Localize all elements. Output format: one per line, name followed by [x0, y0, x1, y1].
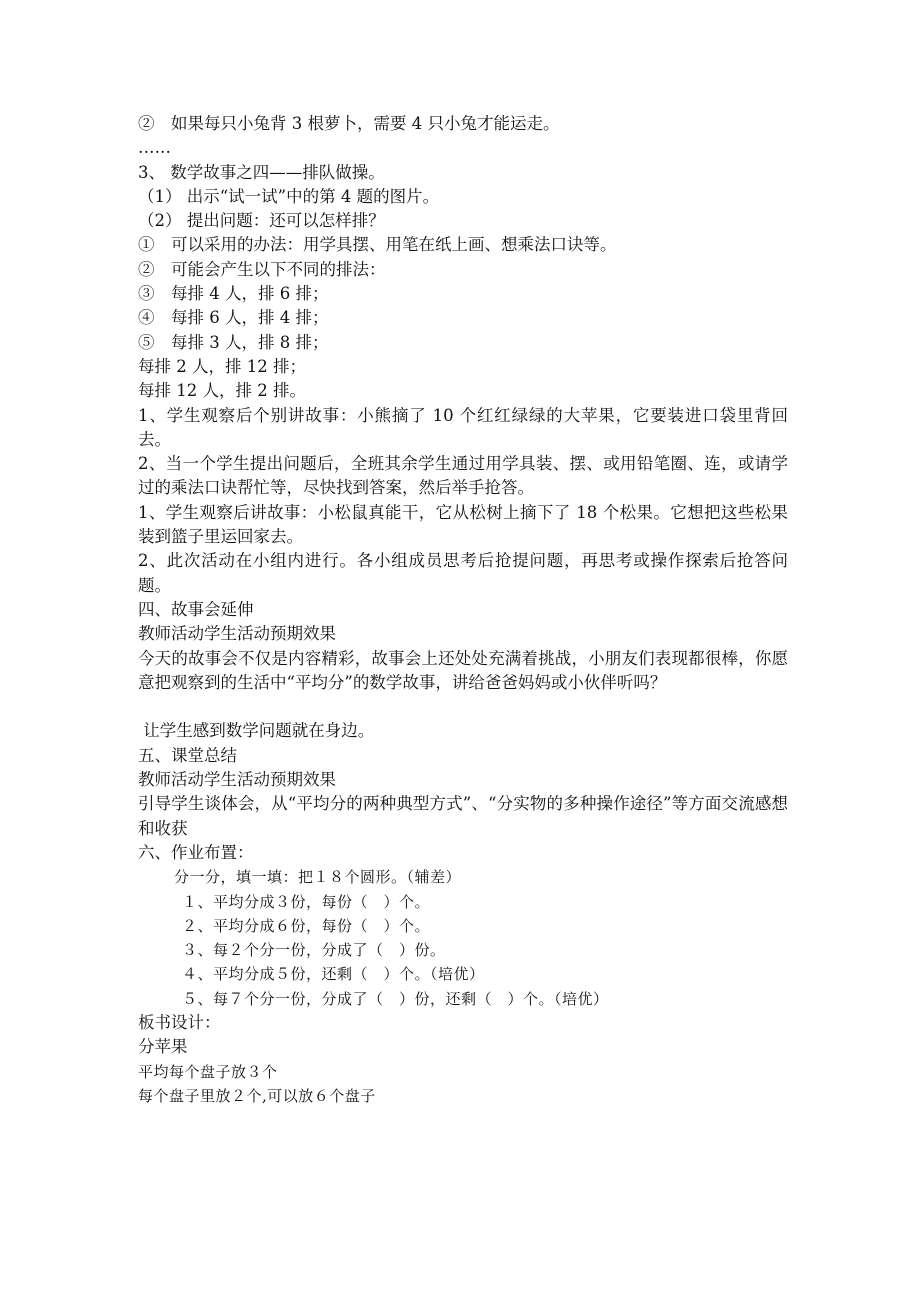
- homework-intro: 分一分，填一填：把１８个圆形。（辅差）: [174, 868, 462, 887]
- document-body: [138, 112, 788, 1108]
- table-header-summary: 教师活动学生活动预期效果: [138, 770, 336, 790]
- board-title: 分苹果: [138, 1037, 188, 1057]
- paragraph-bear-story: 1、学生观察后个别讲故事：小熊摘了 10 个红红绿绿的大苹果，它要装进口袋里背回去。: [138, 405, 788, 449]
- heading-board-design: 板书设计：: [138, 1012, 221, 1032]
- heading-story-extension: 四、故事会延伸: [138, 599, 254, 619]
- table-header-extension: 教师活动学生活动预期效果: [138, 624, 336, 644]
- section-story-four: 3、 数学故事之四——排队做操。: [138, 162, 385, 182]
- homework-item-3: ３、每２个分一份，分成了（ ）份。: [182, 941, 446, 960]
- arrangement-3x8: ⑤ 每排 3 人，排 8 排；: [138, 332, 329, 352]
- line-rabbit-carrots: ② 如果每只小兔背 3 根萝卜，需要 4 只小兔才能运走。: [138, 114, 560, 133]
- arrangement-12x2: 每排 12 人，排 2 排。: [138, 381, 306, 401]
- expected-effect: 让学生感到数学问题就在身边。: [138, 721, 375, 741]
- method-line: ① 可以采用的办法：用学具摆、用笔在纸上画、想乘法口诀等。: [138, 235, 617, 255]
- paragraph-squirrel-story: 1、学生观察后讲故事：小松鼠真能干，它从松树上摘下了 18 个松果。它想把这些松果装到篮子里运回家去。: [138, 502, 788, 547]
- step-ask-question: （2） 提出问题：还可以怎样排？: [138, 211, 385, 231]
- heading-summary: 五、课堂总结: [138, 745, 237, 765]
- homework-item-4: ４、平均分成５份，还剩（ ）个。（培优）: [182, 965, 485, 984]
- arrangement-intro: ② 可能会产生以下不同的排法：: [138, 259, 386, 279]
- line-ellipsis: ……: [138, 138, 171, 158]
- arrangement-4x6: ③ 每排 4 人，排 6 排；: [138, 284, 329, 304]
- paragraph-group-activity: 2、此次活动在小组内进行。各小组成员思考后抢提问题，再思考或操作探索后抢答问题。: [138, 551, 788, 595]
- heading-homework: 六、作业布置：: [138, 842, 254, 862]
- homework-item-2: ２、平均分成６份，每份（ ）个。: [182, 916, 431, 935]
- arrangement-6x4: ④ 每排 6 人，排 4 排；: [138, 308, 329, 328]
- blank-line: [138, 695, 788, 719]
- paragraph-class-answer: 2、当一个学生提出问题后，全班其余学生通过用学具装、摆、或用铅笔圈、连，或请学过的乘法口诀帮忙等，尽快找到答案，然后举手抢答。: [138, 454, 788, 498]
- board-line-2: 每个盘子里放２个,可以放６个盘子: [138, 1086, 376, 1105]
- board-line-1: 平均每个盘子放３个: [138, 1062, 278, 1081]
- step-show-picture: （1） 出示“试一试”中的第 4 题的图片。: [138, 186, 440, 206]
- homework-item-1: １、平均分成３份，每份（ ）个。: [182, 892, 431, 911]
- homework-item-5: ５、每７个分一份，分成了（ ）份，还剩（ ）个。（培优）: [182, 989, 609, 1008]
- paragraph-extension: 今天的故事会不仅是内容精彩，故事会上还处处充满着挑战，小朋友们表现都很棒，你愿意把观察到的生活中“平均分”的数学故事，讲给爸爸妈妈或小伙伴听吗？: [138, 648, 788, 692]
- arrangement-2x12: 每排 2 人，排 12 排；: [138, 356, 306, 376]
- paragraph-summary: 引导学生谈体会，从“平均分的两种典型方式”、“分实物的多种操作途径”等方面交流感想和收获: [138, 794, 788, 838]
